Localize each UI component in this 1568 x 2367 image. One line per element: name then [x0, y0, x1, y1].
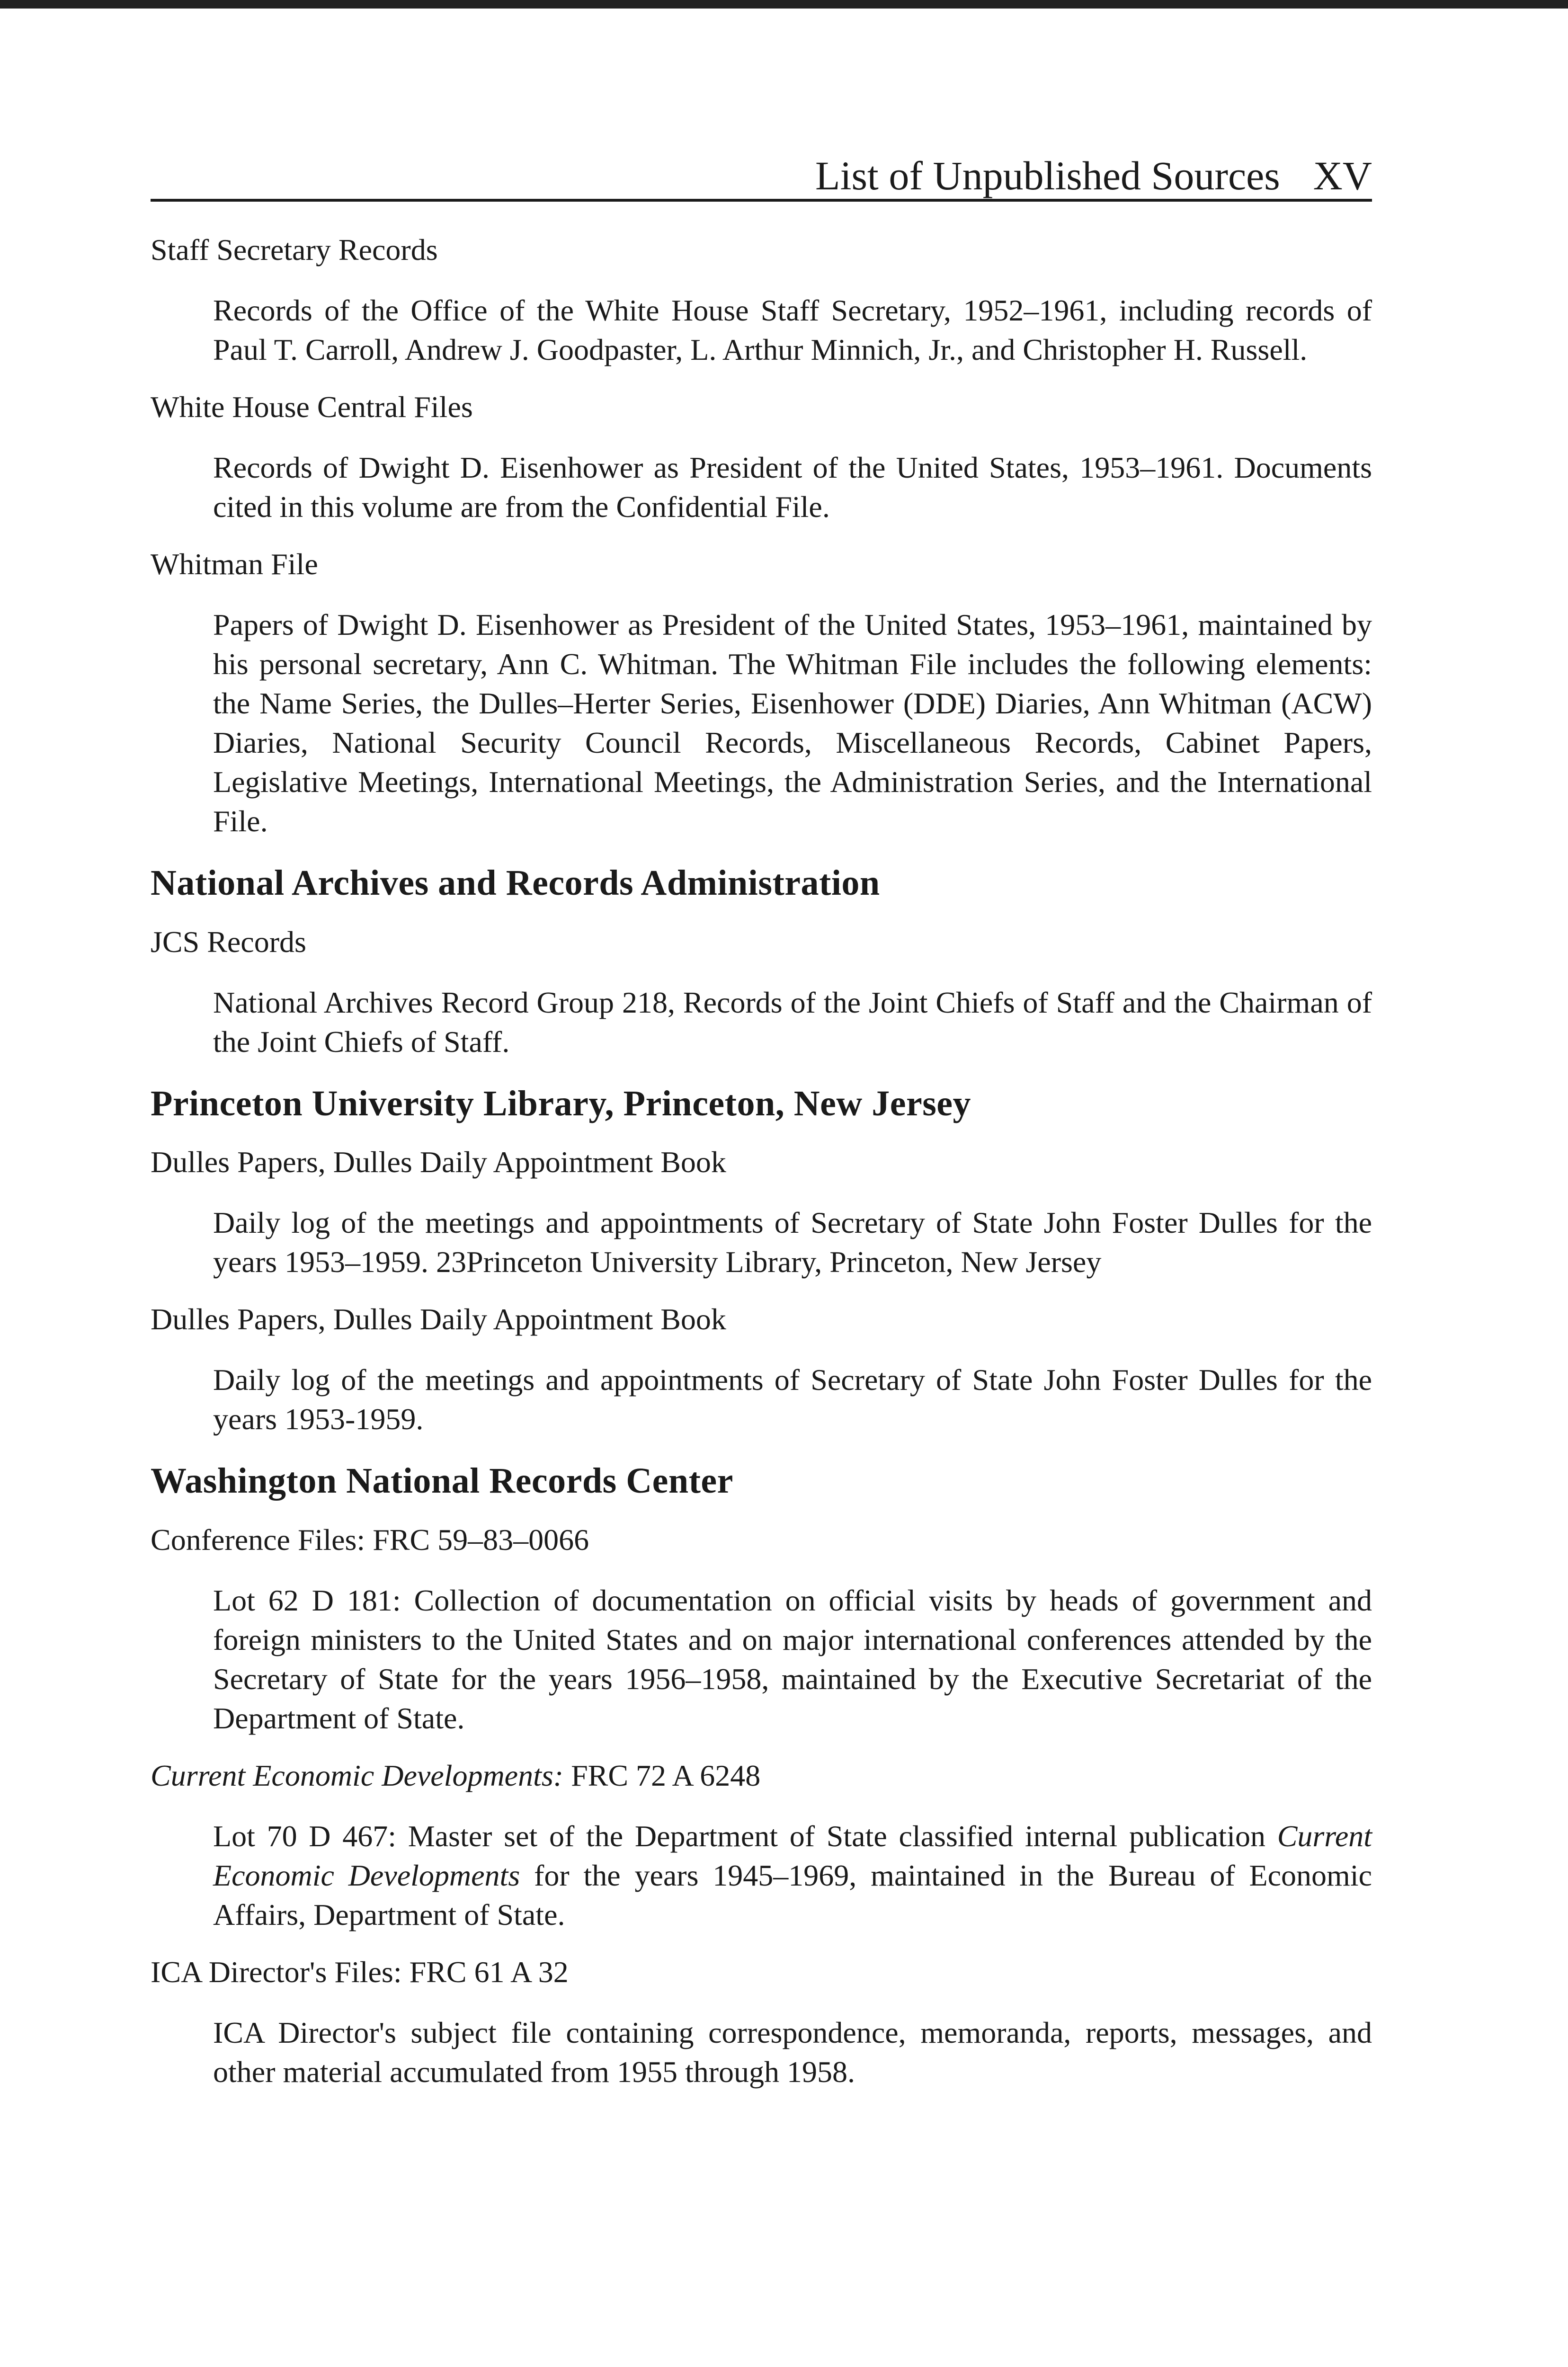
entry-desc-pre: Lot 70 D 467: Master set of the Department of State classified internal publication [213, 1819, 1277, 1853]
entry-label: Dulles Papers, Dulles Daily Appointment Book [151, 1145, 726, 1179]
entry-description: Records of the Office of the White House Staff Secretary, 1952–1961, including records of Paul T. Carroll, Andrew J. Goodpaster, L. Arthur Minnich, Jr., and Christopher H. Russell. [213, 294, 1372, 366]
section-heading: Princeton University Library, Princeton, New Jersey [151, 1083, 971, 1123]
page-folio: XV [1313, 153, 1372, 198]
entry-desc-rest: for the years 1945–1969, maintained in the Bureau of Economic Affairs, Department of State. [213, 1858, 1372, 1931]
entry-description: Papers of Dwight D. Eisenhower as President of the United States, 1953–1961, maintained by his personal secretary, Ann C. Whitman. The Whitman File includes the following elements: the Name Series, the Dulles–Herter Series, Eisenhower (DDE) Diaries, Ann Whitman (ACW) Diaries, National Security Council Records, Miscellaneous Records, Cabinet Papers, Legislative Meetings, International Meetings, the Administration Series, and the International File. [213, 608, 1372, 838]
entry-desc-italic: Current Economic Developments [213, 1819, 1372, 1892]
entry-label-italic: Current Economic Developments: [151, 1758, 564, 1792]
entry-label [151, 1756, 1372, 1796]
entry-label: White House Central Files [151, 390, 473, 424]
source-entry [151, 922, 1372, 1061]
entry-label: Dulles Papers, Dulles Daily Appointment Book [151, 1302, 726, 1336]
source-entry [151, 230, 1372, 369]
source-entry [151, 1520, 1372, 1738]
running-head [151, 142, 1372, 202]
group-eisenhower-library [151, 230, 1372, 841]
entry-description: Daily log of the meetings and appointments of Secretary of State John Foster Dulles for the years 1953-1959. [213, 1363, 1372, 1436]
group-princeton-library [151, 1084, 1372, 1439]
source-entry [151, 1756, 1372, 1934]
top-edge-rule [0, 0, 1568, 9]
entry-description: Lot 62 D 181: Collection of documentation on official visits by heads of government and foreign ministers to the United States and on major international conferences attended by the Secretary of State for the years 1956–1958, maintained by the Executive Secretariat of the Department of State. [213, 1583, 1372, 1735]
entry-description: Daily log of the meetings and appointments of Secretary of State John Foster Dulles for the years 1953–1959. 23Princeton University Library, Princeton, New Jersey [213, 1206, 1372, 1279]
entry-description: National Archives Record Group 218, Records of the Joint Chiefs of Staff and the Chairman of the Joint Chiefs of Staff. [213, 985, 1372, 1059]
source-entry [151, 544, 1372, 841]
section-heading: National Archives and Records Administration [151, 863, 880, 903]
entry-label: Conference Files: FRC 59–83–0066 [151, 1522, 589, 1557]
group-washington-records-center [151, 1461, 1372, 2091]
entry-description: ICA Director's subject file containing correspondence, memoranda, reports, messages, and other material accumulated from 1955 through 1958. [213, 2015, 1372, 2089]
group-national-archives [151, 863, 1372, 1061]
entry-label: Staff Secretary Records [151, 233, 438, 267]
source-entry [151, 1952, 1372, 2091]
running-head-title: List of Unpublished Sources [815, 153, 1280, 198]
section-heading: Washington National Records Center [151, 1461, 733, 1501]
entry-label: JCS Records [151, 925, 306, 959]
source-entry [151, 387, 1372, 526]
running-head-text [815, 155, 1372, 196]
entry-description: Records of Dwight D. Eisenhower as President of the United States, 1953–1961. Documents cited in this volume are from the Confidential File. [213, 451, 1372, 524]
entry-label: Whitman File [151, 547, 318, 581]
entry-description [213, 1816, 1372, 1934]
entry-label: ICA Director's Files: FRC 61 A 32 [151, 1955, 569, 1989]
document-page [151, 142, 1372, 2109]
entry-label-rest: FRC 72 A 6248 [563, 1758, 761, 1792]
source-entry [151, 1299, 1372, 1439]
source-entry [151, 1142, 1372, 1281]
